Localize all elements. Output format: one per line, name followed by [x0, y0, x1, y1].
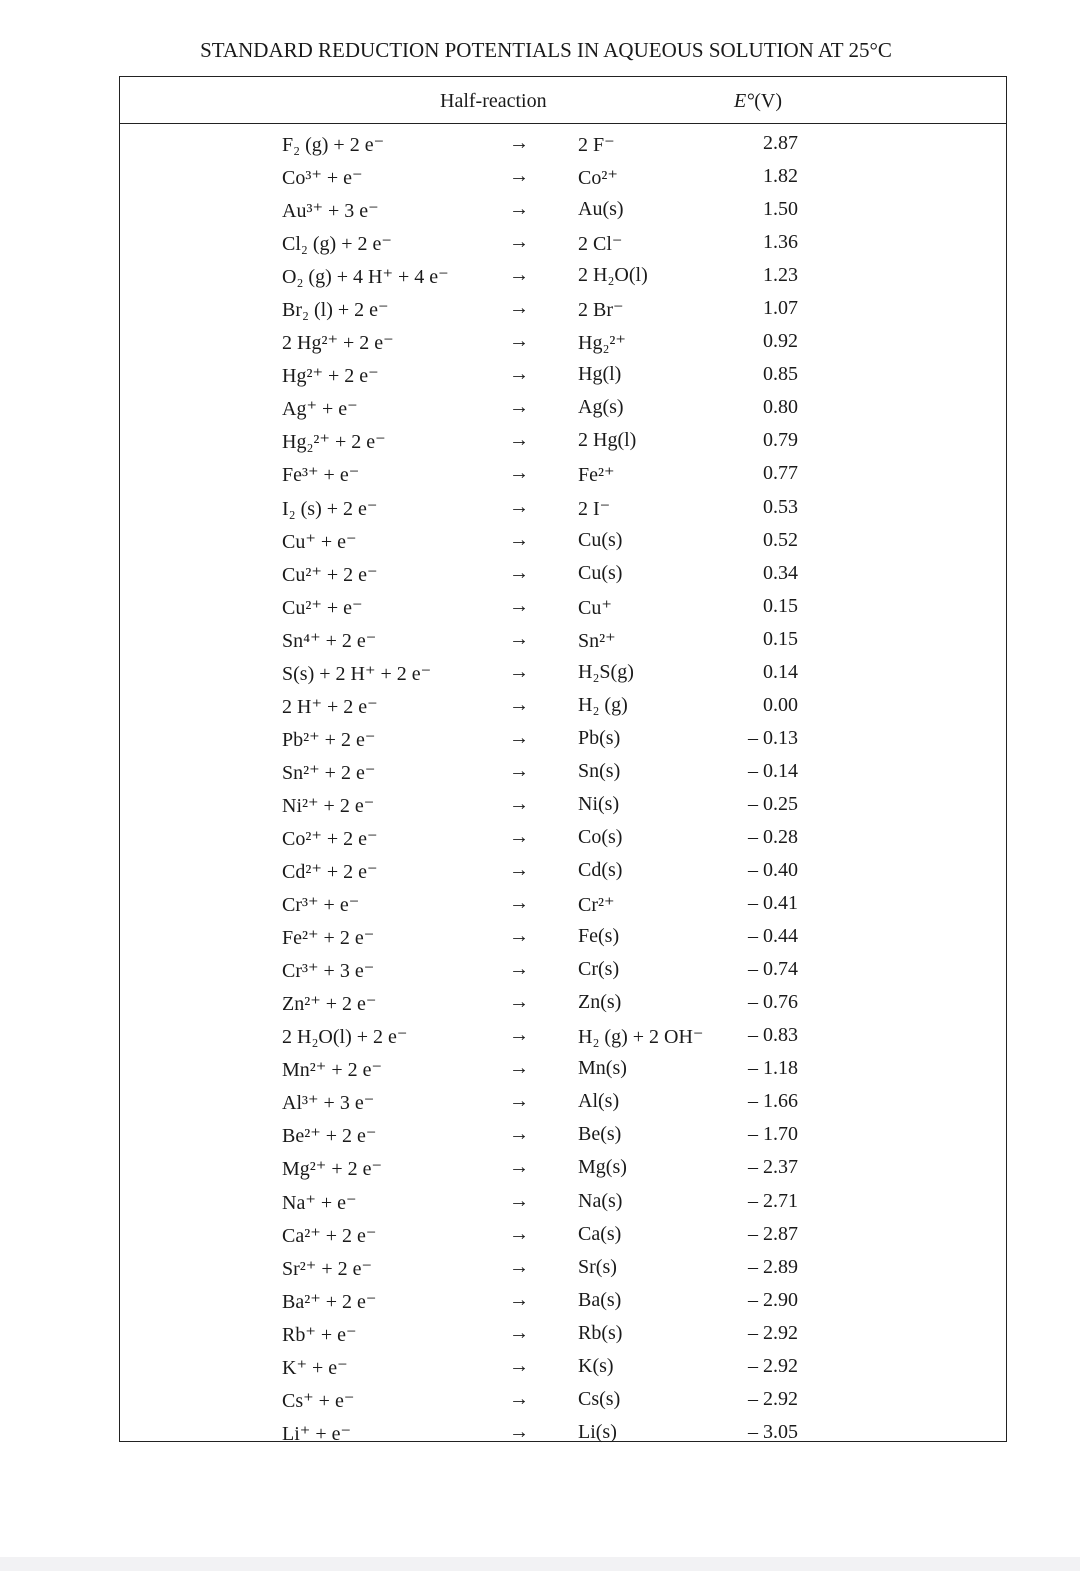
- potential-cell: 1.50: [763, 198, 798, 221]
- potential-cell: – 0.44: [748, 925, 798, 948]
- product-cell: 2 Br⁻: [578, 299, 624, 322]
- potential-cell: 0.80: [763, 396, 798, 419]
- product-cell: Au(s): [578, 198, 624, 221]
- table-row: [120, 262, 1006, 295]
- product-cell: Cd(s): [578, 859, 623, 882]
- table-row: [120, 1320, 1006, 1353]
- arrow-cell: →: [509, 825, 529, 848]
- product-cell: Mn(s): [578, 1057, 627, 1080]
- arrow-cell: →: [509, 991, 529, 1014]
- potential-cell: – 0.74: [748, 958, 798, 981]
- product-cell: 2 Cl⁻: [578, 233, 623, 256]
- potential-cell: 2.87: [763, 132, 798, 154]
- reactant-cell: Be²⁺ + 2 e⁻: [282, 1125, 377, 1148]
- table-row: [120, 692, 1006, 725]
- table-row: [120, 593, 1006, 626]
- potential-cell: – 2.87: [748, 1222, 798, 1245]
- product-cell: Fe(s): [578, 925, 620, 948]
- table-row: [120, 1088, 1006, 1121]
- reactant-cell: Cu⁺ + e⁻: [282, 530, 357, 553]
- potential-cell: – 2.90: [748, 1288, 798, 1311]
- reactant-cell: Co²⁺ + 2 e⁻: [282, 827, 378, 850]
- potential-cell: – 0.13: [748, 726, 798, 749]
- reactant-cell: Sn⁴⁺ + 2 e⁻: [282, 629, 377, 652]
- product-cell: Cu(s): [578, 561, 623, 584]
- potential-cell: – 2.89: [748, 1255, 798, 1278]
- potential-cell: 0.00: [763, 693, 798, 716]
- reactant-cell: Br₂ (l) + 2 e⁻: [282, 299, 389, 322]
- table-row: [120, 427, 1006, 460]
- arrow-cell: →: [509, 892, 529, 915]
- potential-cell: – 2.37: [748, 1156, 798, 1179]
- potential-cell: – 0.40: [748, 859, 798, 882]
- product-cell: H₂ (g) + 2 OH⁻: [578, 1026, 704, 1049]
- table-row: [120, 923, 1006, 956]
- table-row: [120, 560, 1006, 593]
- table-row: [120, 1188, 1006, 1221]
- arrow-cell: →: [509, 1057, 529, 1080]
- product-cell: Cs(s): [578, 1387, 621, 1410]
- potential-cell: – 2.92: [748, 1387, 798, 1410]
- table-row: [120, 460, 1006, 493]
- product-cell: Sr(s): [578, 1255, 617, 1278]
- potential-cell: 0.53: [763, 495, 798, 518]
- arrow-cell: →: [509, 561, 529, 584]
- reactant-cell: Cd²⁺ + 2 e⁻: [282, 861, 378, 884]
- product-cell: Be(s): [578, 1123, 622, 1146]
- potential-cell: – 1.18: [748, 1057, 798, 1080]
- table-row: [120, 1353, 1006, 1386]
- reactant-cell: S(s) + 2 H⁺ + 2 e⁻: [282, 662, 432, 685]
- table-row: [120, 1022, 1006, 1055]
- table-row: [120, 163, 1006, 196]
- product-cell: H₂ (g): [578, 693, 628, 716]
- product-cell: 2 I⁻: [578, 497, 611, 520]
- arrow-cell: →: [509, 495, 529, 518]
- table-row: [120, 1419, 1006, 1452]
- product-cell: Mg(s): [578, 1156, 627, 1179]
- potential-cell: – 2.92: [748, 1321, 798, 1344]
- potential-symbol: E°: [734, 90, 755, 112]
- potential-cell: – 0.28: [748, 825, 798, 848]
- arrow-cell: →: [509, 297, 529, 320]
- reactant-cell: Au³⁺ + 3 e⁻: [282, 200, 379, 223]
- potential-cell: 0.77: [763, 462, 798, 485]
- reactant-cell: Sr²⁺ + 2 e⁻: [282, 1257, 373, 1280]
- reactant-cell: 2 H₂O(l) + 2 e⁻: [282, 1026, 408, 1049]
- potential-cell: 0.34: [763, 561, 798, 584]
- table-row: [120, 328, 1006, 361]
- reactant-cell: I₂ (s) + 2 e⁻: [282, 497, 378, 520]
- arrow-cell: →: [509, 759, 529, 782]
- bottom-strip: [0, 1557, 1080, 1571]
- arrow-cell: →: [509, 925, 529, 948]
- product-cell: Ca(s): [578, 1222, 622, 1245]
- potential-cell: 0.15: [763, 627, 798, 650]
- arrow-cell: →: [509, 1156, 529, 1179]
- potential-cell: 0.15: [763, 594, 798, 617]
- table-row: [120, 394, 1006, 427]
- reactant-cell: Ca²⁺ + 2 e⁻: [282, 1224, 377, 1247]
- table-row: [120, 791, 1006, 824]
- product-cell: Na(s): [578, 1189, 623, 1212]
- potential-cell: 1.07: [763, 297, 798, 320]
- reactant-cell: Ag⁺ + e⁻: [282, 398, 358, 421]
- arrow-cell: →: [509, 165, 529, 188]
- arrow-cell: →: [509, 1288, 529, 1311]
- product-cell: Li(s): [578, 1420, 617, 1443]
- arrow-cell: →: [509, 231, 529, 254]
- table-row: [120, 1055, 1006, 1088]
- page-title: STANDARD REDUCTION POTENTIALS IN AQUEOUS SOLUTION AT 25°C: [200, 38, 892, 62]
- reactant-cell: Fe³⁺ + e⁻: [282, 464, 360, 487]
- product-cell: Ba(s): [578, 1288, 622, 1311]
- potential-cell: 1.23: [763, 264, 798, 287]
- arrow-cell: →: [509, 1321, 529, 1344]
- arrow-cell: →: [509, 859, 529, 882]
- arrow-cell: →: [509, 132, 529, 154]
- product-cell: Cr²⁺: [578, 894, 615, 917]
- reactant-cell: Cu²⁺ + e⁻: [282, 596, 363, 619]
- product-cell: Al(s): [578, 1090, 620, 1113]
- product-cell: Cu(s): [578, 528, 623, 551]
- column-header-half-reaction: Half-reaction: [440, 90, 547, 112]
- reactant-cell: Cr³⁺ + e⁻: [282, 894, 360, 917]
- potential-cell: – 0.83: [748, 1024, 798, 1047]
- reactant-cell: 2 H⁺ + 2 e⁻: [282, 695, 378, 718]
- reactant-cell: Ba²⁺ + 2 e⁻: [282, 1290, 377, 1313]
- table-row: [120, 295, 1006, 328]
- potential-cell: – 0.25: [748, 792, 798, 815]
- potential-cell: 0.52: [763, 528, 798, 551]
- product-cell: 2 F⁻: [578, 134, 615, 156]
- product-cell: Ag(s): [578, 396, 624, 419]
- reactant-cell: F₂ (g) + 2 e⁻: [282, 134, 385, 156]
- reactant-cell: Cu²⁺ + 2 e⁻: [282, 563, 378, 586]
- table-body: [120, 130, 1006, 1452]
- arrow-cell: →: [509, 1420, 529, 1443]
- potential-unit: (V): [754, 90, 782, 112]
- reduction-potentials-table: [119, 76, 1007, 1445]
- table-row: [120, 857, 1006, 890]
- reactant-cell: K⁺ + e⁻: [282, 1356, 348, 1379]
- product-cell: 2 H₂O(l): [578, 264, 648, 287]
- potential-cell: – 0.41: [748, 892, 798, 915]
- column-header-potential: [734, 90, 782, 113]
- product-cell: K(s): [578, 1354, 614, 1377]
- table-row: [120, 824, 1006, 857]
- reactant-cell: Li⁺ + e⁻: [282, 1422, 352, 1445]
- table-row: [120, 626, 1006, 659]
- table-row: [120, 196, 1006, 229]
- table-row: [120, 494, 1006, 527]
- reactant-cell: Sn²⁺ + 2 e⁻: [282, 761, 376, 784]
- potential-cell: – 2.92: [748, 1354, 798, 1377]
- arrow-cell: →: [509, 462, 529, 485]
- potential-cell: 0.14: [763, 660, 798, 683]
- potential-cell: 0.92: [763, 330, 798, 353]
- potential-cell: – 1.66: [748, 1090, 798, 1113]
- table-row: [120, 1386, 1006, 1419]
- arrow-cell: →: [509, 1024, 529, 1047]
- reactant-cell: Co³⁺ + e⁻: [282, 167, 363, 190]
- arrow-cell: →: [509, 198, 529, 221]
- table-row: [120, 890, 1006, 923]
- arrow-cell: →: [509, 594, 529, 617]
- product-cell: Fe²⁺: [578, 464, 615, 487]
- product-cell: Cu⁺: [578, 596, 612, 619]
- reactant-cell: Mn²⁺ + 2 e⁻: [282, 1059, 383, 1082]
- arrow-cell: →: [509, 1222, 529, 1245]
- arrow-cell: →: [509, 363, 529, 386]
- reactant-cell: Al³⁺ + 3 e⁻: [282, 1092, 375, 1115]
- product-cell: Ni(s): [578, 792, 620, 815]
- potential-cell: – 0.14: [748, 759, 798, 782]
- product-cell: H₂S(g): [578, 660, 634, 683]
- reactant-cell: Na⁺ + e⁻: [282, 1191, 357, 1214]
- arrow-cell: →: [509, 528, 529, 551]
- arrow-cell: →: [509, 429, 529, 452]
- reactant-cell: Cr³⁺ + 3 e⁻: [282, 960, 375, 983]
- reactant-cell: Fe²⁺ + 2 e⁻: [282, 927, 375, 950]
- reactant-cell: Hg²⁺ + 2 e⁻: [282, 365, 379, 388]
- table-row: [120, 130, 1006, 163]
- table-row: [120, 758, 1006, 791]
- product-cell: Hg₂²⁺: [578, 332, 626, 355]
- product-cell: Co²⁺: [578, 167, 618, 190]
- table-row: [120, 1154, 1006, 1187]
- potential-cell: 1.82: [763, 165, 798, 188]
- product-cell: Zn(s): [578, 991, 622, 1014]
- reactant-cell: 2 Hg²⁺ + 2 e⁻: [282, 332, 394, 355]
- table-row: [120, 659, 1006, 692]
- potential-cell: 1.36: [763, 231, 798, 254]
- potential-cell: – 3.05: [748, 1420, 798, 1443]
- arrow-cell: →: [509, 1189, 529, 1212]
- arrow-cell: →: [509, 792, 529, 815]
- arrow-cell: →: [509, 1387, 529, 1410]
- arrow-cell: →: [509, 1123, 529, 1146]
- reactant-cell: Pb²⁺ + 2 e⁻: [282, 728, 376, 751]
- product-cell: Sn²⁺: [578, 629, 616, 652]
- reactant-cell: O₂ (g) + 4 H⁺ + 4 e⁻: [282, 266, 449, 289]
- arrow-cell: →: [509, 264, 529, 287]
- reactant-cell: Zn²⁺ + 2 e⁻: [282, 993, 377, 1016]
- reactant-cell: Cs⁺ + e⁻: [282, 1389, 355, 1412]
- product-cell: Sn(s): [578, 759, 621, 782]
- table-row: [120, 1121, 1006, 1154]
- product-cell: Hg(l): [578, 363, 622, 386]
- table-row: [120, 725, 1006, 758]
- reactant-cell: Rb⁺ + e⁻: [282, 1323, 357, 1346]
- potential-cell: 0.79: [763, 429, 798, 452]
- header-divider: [120, 123, 1006, 124]
- reactant-cell: Ni²⁺ + 2 e⁻: [282, 794, 375, 817]
- reactant-cell: Mg²⁺ + 2 e⁻: [282, 1158, 383, 1181]
- table-row: [120, 1254, 1006, 1287]
- table-row: [120, 229, 1006, 262]
- arrow-cell: →: [509, 1354, 529, 1377]
- potential-cell: – 1.70: [748, 1123, 798, 1146]
- table-row: [120, 527, 1006, 560]
- arrow-cell: →: [509, 726, 529, 749]
- potential-cell: – 2.71: [748, 1189, 798, 1212]
- arrow-cell: →: [509, 958, 529, 981]
- arrow-cell: →: [509, 1090, 529, 1113]
- product-cell: Pb(s): [578, 726, 621, 749]
- potential-cell: 0.85: [763, 363, 798, 386]
- arrow-cell: →: [509, 660, 529, 683]
- arrow-cell: →: [509, 627, 529, 650]
- table-row: [120, 361, 1006, 394]
- arrow-cell: →: [509, 330, 529, 353]
- table-row: [120, 956, 1006, 989]
- product-cell: Co(s): [578, 825, 623, 848]
- reactant-cell: Hg₂²⁺ + 2 e⁻: [282, 431, 386, 454]
- table-row: [120, 1287, 1006, 1320]
- reactant-cell: Cl₂ (g) + 2 e⁻: [282, 233, 392, 256]
- product-cell: Rb(s): [578, 1321, 623, 1344]
- product-cell: 2 Hg(l): [578, 429, 637, 452]
- table-row: [120, 989, 1006, 1022]
- potential-cell: – 0.76: [748, 991, 798, 1014]
- arrow-cell: →: [509, 1255, 529, 1278]
- arrow-cell: →: [509, 693, 529, 716]
- table-row: [120, 1221, 1006, 1254]
- product-cell: Cr(s): [578, 958, 620, 981]
- arrow-cell: →: [509, 396, 529, 419]
